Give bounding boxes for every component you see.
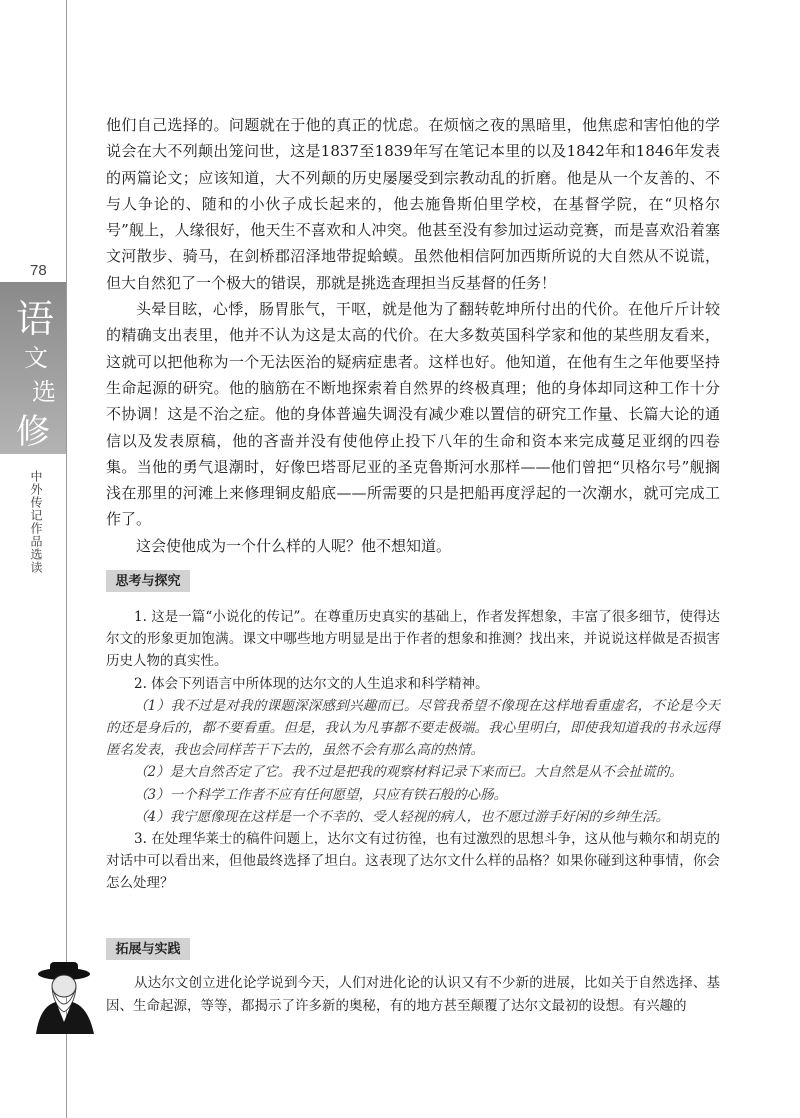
quote-item: （1）我不过是对我的课题深深感到兴趣而已。尽管我希望不像现在这样地看重虚名，不论是今天的还是身后的，都不要看重。但是，我认为凡事都不要走极端。我心里明白，即使我知道我的书永远得匿名发表，我也会同样苦干下去的，虽然不会有那么高的热情。 [106,697,720,759]
quote-item: （2）是大自然否定了它。我不过是把我的观察材料记录下来而已。大自然是从不会扯谎的。 [134,764,683,781]
paragraph: 从达尔文创立进化论学说到今天，人们对进化论的认识又有不少新的进展，比如关于自然选择、基因、生命起源，等等，都揭示了许多新的奥秘，有的地方甚至颠覆了达尔文最初的设想。有兴趣的 [106,975,720,1014]
page-number: 78 [30,262,47,279]
side-tab-char: 文 [24,344,48,372]
side-tab [0,282,66,454]
extension-text [106,972,720,1018]
margin-rule [66,0,67,1118]
paragraph: 头晕目眩，心悸，肠胃胀气，干呕，就是他为了翻转乾坤所付出的代价。在他斤斤计较的精确支出表里，他并不认为这是太高的代价。在大多数英国科学家和他的某些朋友看来，这就可以把他称为一个无法医治的疑病症患者。这样也好。他知道，在他有生之年他要坚持生命起源的研究。他的脑筋在不断地探索着自然界的终极真理；他的身体却同这种工作十分不协调！这是不治之症。他的身体普遍失调没有减少难以置信的研究工作量、长篇大论的通信以及发表原稿，他的吝啬并没有使他停止投下八年的生命和资本来完成蔓足亚纲的四卷集。当他的勇气退潮时，好像巴塔哥尼亚的圣克鲁斯河水那样——他们曾把“贝格尔号”舰搁浅在那里的河滩上来修理铜皮船底——所需要的只是把船再度浮起的一次潮水，就可完成工作了。 [106,300,720,529]
body-text [106,112,720,559]
quote-item: （4）我宁愿像现在这样是一个不幸的、受人轻视的病人，也不愿过游手好闲的乡绅生活。 [134,808,670,825]
side-tab-char: 选 [32,378,56,406]
section-heading-extend: 拓展与实践 [106,938,190,960]
section-heading-think: 思考与探究 [106,570,190,592]
paragraph: 他们自己选择的。问题就在于他的真正的忧虑。在烦恼之夜的黑暗里，他焦虑和害怕他的学说会在大不列颠出笼问世，这是1837至1839年写在笔记本里的以及1842年和1846年发表的两篇论文；应该知道，大不列颠的历史屡屡受到宗教动乱的折磨。他是从一个友善的、不与人争论的、随和的小伙子成长起来的，他去施鲁斯伯里学校，在基督学院，在“贝格尔号”舰上，人缘很好，他天生不喜欢和人冲突。他甚至没有参加过运动竞赛，而是喜欢沿着塞文河散步、骑马，在剑桥郡沼泽地带捉蛤蟆。虽然他相信阿加西斯所说的大自然从不说谎，但大自然犯了一个极大的错误，那就是挑选查理担当反基督的任务！ [106,116,720,292]
quote-item: （3）一个科学工作者不应有任何愿望，只应有铁石般的心肠。 [134,786,508,803]
darwin-portrait-icon [30,962,100,1034]
paragraph: 这会使他成为一个什么样的人呢？他不想知道。 [136,536,452,555]
question-list [106,606,720,895]
question-item: 3. 在处理华莱士的稿件问题上，达尔文有过彷徨，也有过激烈的思想斗争，这从他与赖尔和胡克的对话中可以看出来，但他最终选择了坦白。这表现了达尔文什么样的品格？如果你碰到这种事情，你会怎么处理？ [106,831,720,892]
book-subtitle: 中外传记作品选读 [29,470,43,574]
question-item: 2. 体会下列语言中所体现的达尔文的人生追求和科学精神。 [134,675,489,692]
side-tab-char: 语 [16,297,55,341]
side-tab-char: 修 [16,412,50,452]
question-item: 1. 这是一篇“小说化的传记”。在尊重历史真实的基础上，作者发挥想象，丰富了很多细节，使得达尔文的形象更加饱满。课文中哪些地方明显是出于作者的想象和推测？找出来，并说说这样做是否损害历史人物的真实性。 [106,609,720,670]
